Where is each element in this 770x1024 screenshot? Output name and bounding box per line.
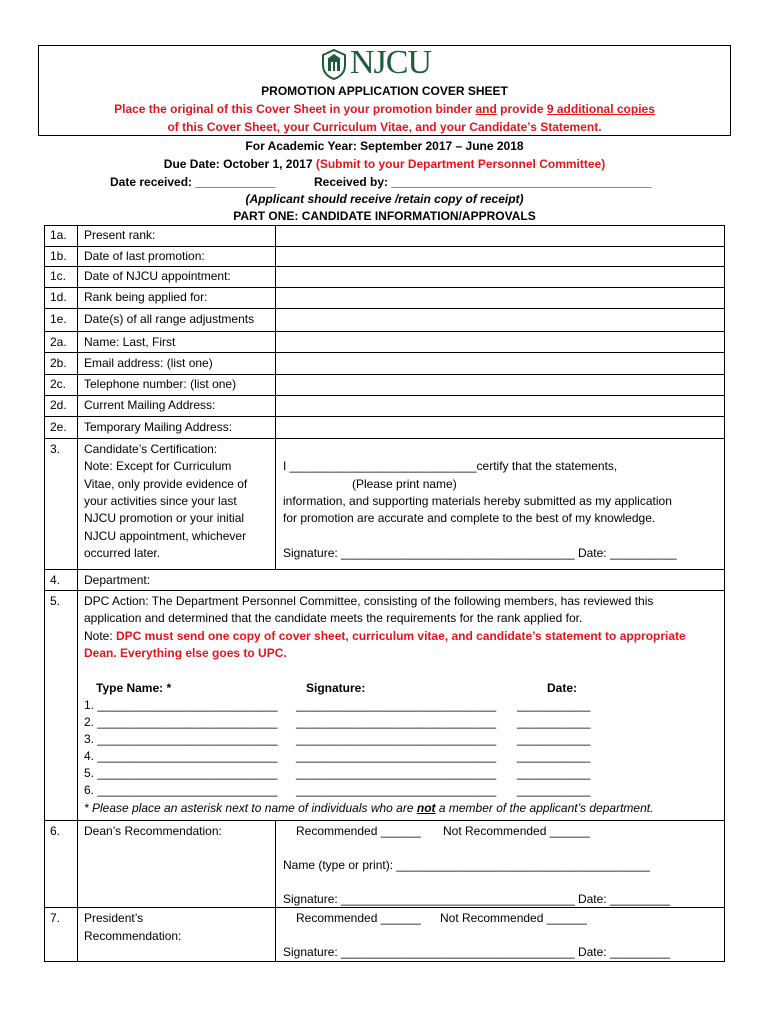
instr-copies: 9 additional copies: [546, 102, 655, 116]
range-adjustments-field[interactable]: [276, 309, 724, 331]
present-rank-field[interactable]: [276, 226, 724, 246]
row-num-1b: 1b.: [50, 249, 67, 263]
dean-name-line[interactable]: Name (type or print): ______________________________________: [283, 858, 650, 872]
dpc-note-2: Dean. Everything else goes to UPC.: [84, 646, 287, 660]
row-label-present-rank: Present rank:: [84, 228, 156, 242]
instr-text-a: Place the original of this Cover Sheet in your promotion binder: [114, 102, 476, 116]
logo-text: NJCU: [350, 44, 432, 81]
member-signature-line[interactable]: ______________________________: [296, 698, 497, 712]
member-date-line[interactable]: ___________: [517, 732, 591, 746]
president-recommended[interactable]: Recommended ______: [296, 911, 421, 925]
member-num: 2.: [84, 715, 95, 729]
president-signature-line[interactable]: Signature: ___________________________________ Date: _________: [283, 945, 671, 959]
dean-not-recommended[interactable]: Not Recommended ______: [443, 824, 590, 838]
cert-label-2: Note: Except for Curriculum: [84, 459, 232, 473]
last-promotion-field[interactable]: [276, 247, 724, 266]
cert-label-4: your activities since your last: [84, 494, 237, 508]
member-name-line[interactable]: ___________________________: [97, 732, 278, 746]
row-num-1d: 1d.: [50, 290, 67, 304]
member-name-line[interactable]: ___________________________: [97, 766, 278, 780]
footnote-not: not: [416, 801, 436, 815]
member-date-line[interactable]: ___________: [517, 715, 591, 729]
due-date: [38, 157, 731, 171]
member-name-line[interactable]: ___________________________: [97, 715, 278, 729]
member-signature-line[interactable]: ______________________________: [296, 732, 497, 746]
col-type-name: Type Name: *: [96, 681, 172, 695]
member-num: 1.: [84, 698, 95, 712]
rank-applied-field[interactable]: [276, 288, 724, 308]
dpc-note-prefix: Note:: [84, 629, 117, 643]
member-row[interactable]: [84, 783, 278, 798]
current-address-field[interactable]: [276, 396, 724, 416]
due-date-note: (Submit to your Department Personnel Committee): [315, 157, 606, 171]
dpc-note-red-1: DPC must send one copy of cover sheet, curriculum vitae, and candidate’s statement to appropriate: [116, 629, 686, 643]
member-row[interactable]: [84, 749, 278, 764]
member-num: 4.: [84, 749, 95, 763]
dpc-text-1: DPC Action: The Department Personnel Committee, consisting of the following members, has reviewed this: [84, 594, 654, 608]
member-date-line[interactable]: ___________: [517, 698, 591, 712]
row-label-telephone: Telephone number: (list one): [84, 377, 237, 391]
dpc-footnote: [84, 801, 653, 816]
row-num-2c: 2c.: [50, 377, 67, 391]
member-row[interactable]: [84, 715, 278, 730]
row-num-3: 3.: [50, 442, 61, 456]
row-label-current-address: Current Mailing Address:: [84, 398, 216, 412]
col-date: Date:: [547, 681, 578, 695]
department-field[interactable]: [160, 571, 724, 589]
cert-label-5: NJCU promotion or your initial: [84, 511, 245, 525]
cert-print-name-hint: (Please print name): [352, 477, 457, 491]
row-num-2b: 2b.: [50, 356, 67, 370]
due-date-text: Due Date: October 1, 2017: [163, 157, 316, 171]
temporary-address-field[interactable]: [276, 417, 724, 438]
date-received: Date received: ____________: [110, 175, 276, 189]
row-num-5: 5.: [50, 594, 61, 608]
row-num-2d: 2d.: [50, 398, 67, 412]
instr-and: and: [475, 102, 497, 116]
dean-label: Dean’s Recommendation:: [84, 824, 222, 838]
member-name-line[interactable]: ___________________________: [97, 698, 278, 712]
university-seal-icon: [320, 48, 348, 80]
dean-signature-line[interactable]: Signature: ___________________________________ Date: _________: [283, 892, 671, 906]
row-label-name: Name: Last, First: [84, 335, 176, 349]
receipt-note: (Applicant should receive /retain copy of receipt): [245, 192, 524, 206]
dpc-text-2: application and determined that the candidate meets the requirements for the rank applied for.: [84, 611, 583, 625]
member-name-line[interactable]: ___________________________: [97, 783, 278, 797]
row-num-2e: 2e.: [50, 420, 67, 434]
col-signature: Signature:: [306, 681, 366, 695]
cert-statement-1[interactable]: I ____________________________certify that the statements,: [283, 459, 618, 473]
member-signature-line[interactable]: ______________________________: [296, 749, 497, 763]
page-title: PROMOTION APPLICATION COVER SHEET: [261, 84, 508, 98]
row-label-range-adjustments: Date(s) of all range adjustments: [84, 312, 255, 326]
appointment-date-field[interactable]: [276, 267, 724, 287]
instructions-line-2: of this Cover Sheet, your Curriculum Vitae, and your Candidate’s Statement.: [167, 120, 602, 134]
row-num-7: 7.: [50, 911, 61, 925]
cert-statement-2: information, and supporting materials hereby submitted as my application: [283, 494, 672, 508]
instr-text-b: provide: [496, 102, 547, 116]
dean-recommended[interactable]: Recommended ______: [296, 824, 421, 838]
cert-statement-3: for promotion are accurate and complete to the best of my knowledge.: [283, 511, 656, 525]
instructions-line-1: [38, 102, 731, 116]
dpc-note-1: [84, 629, 686, 644]
row-num-1a: 1a.: [50, 228, 67, 242]
row-label-last-promotion: Date of last promotion:: [84, 249, 205, 263]
academic-year: For Academic Year: September 2017 – June 2018: [245, 139, 524, 153]
member-num: 5.: [84, 766, 95, 780]
president-label-2: Recommendation:: [84, 929, 182, 943]
president-label-1: President’s: [84, 911, 144, 925]
department-label: Department:: [84, 573, 151, 587]
njcu-logo: [320, 46, 450, 80]
footnote-text-b: a member of the applicant’s department.: [435, 801, 654, 815]
telephone-field[interactable]: [276, 375, 724, 395]
row-label-email: Email address: (list one): [84, 356, 213, 370]
part-one-heading: PART ONE: CANDIDATE INFORMATION/APPROVALS: [233, 209, 536, 223]
row-num-4: 4.: [50, 573, 61, 587]
cert-label-6: NJCU appointment, whichever: [84, 529, 247, 543]
member-row[interactable]: [84, 698, 278, 713]
cert-signature-line[interactable]: Signature: ___________________________________ Date: __________: [283, 546, 677, 560]
cert-label-1: Candidate’s Certification:: [84, 442, 218, 456]
row-num-1e: 1e.: [50, 312, 67, 326]
member-num: 6.: [84, 783, 95, 797]
member-date-line[interactable]: ___________: [517, 749, 591, 763]
name-field[interactable]: [276, 332, 724, 352]
row-num-2a: 2a.: [50, 335, 67, 349]
row-num-1c: 1c.: [50, 269, 67, 283]
member-date-line[interactable]: ___________: [517, 783, 591, 797]
row-label-rank-applied: Rank being applied for:: [84, 290, 208, 304]
row-num-6: 6.: [50, 824, 61, 838]
member-signature-line[interactable]: ______________________________: [296, 766, 497, 780]
received-by: Received by: _______________________________________: [314, 175, 652, 189]
member-name-line[interactable]: ___________________________: [97, 749, 278, 763]
cert-label-7: occurred later.: [84, 546, 161, 560]
row-label-temporary-address: Temporary Mailing Address:: [84, 420, 233, 434]
member-row[interactable]: [84, 766, 278, 781]
member-signature-line[interactable]: ______________________________: [296, 783, 497, 797]
member-signature-line[interactable]: ______________________________: [296, 715, 497, 729]
email-field[interactable]: [276, 353, 724, 374]
president-not-recommended[interactable]: Not Recommended ______: [440, 911, 587, 925]
member-date-line[interactable]: ___________: [517, 766, 591, 780]
footnote-text-a: * Please place an asterisk next to name of individuals who are: [84, 801, 417, 815]
member-num: 3.: [84, 732, 95, 746]
row-label-appointment: Date of NJCU appointment:: [84, 269, 231, 283]
member-row[interactable]: [84, 732, 278, 747]
cert-label-3: Vitae, only provide evidence of: [84, 477, 248, 491]
